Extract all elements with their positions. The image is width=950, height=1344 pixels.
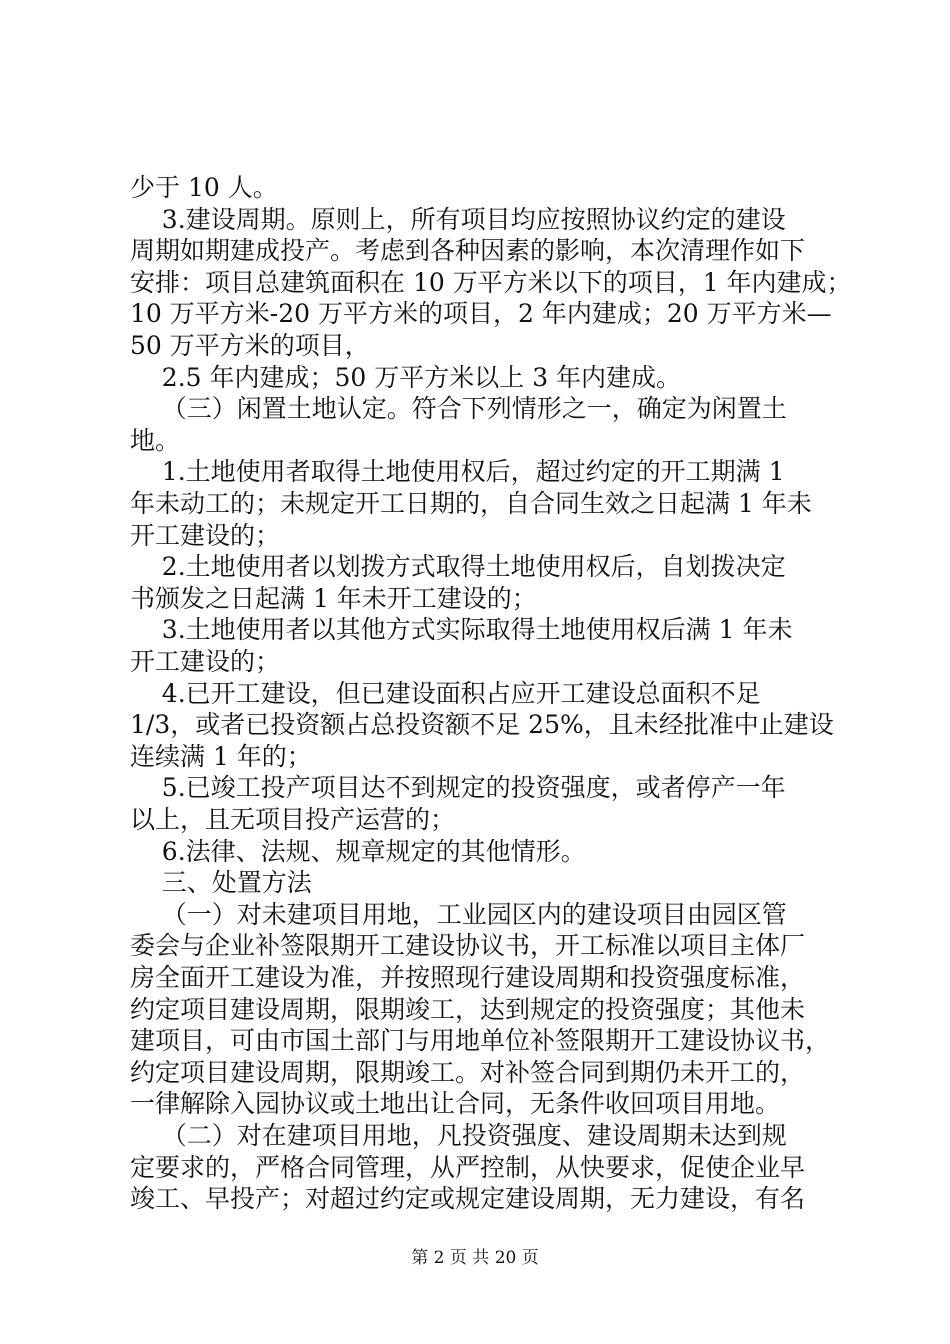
text-line: 安排：项目总建筑面积在 10 万平方米以下的项目，1 年内建成； [130,267,852,297]
text-line: 一律解除入园协议或土地出让合同，无条件收回项目用地。 [130,1089,781,1119]
text-line: 1.土地使用者取得土地使用权后，超过约定的开工期满 1 [130,457,785,487]
text-line: 书颁发之日起满 1 年未开工建设的； [130,583,537,613]
text-line: 建项目，可由市国土部门与用地单位补签限期开工建设协议书， [130,1026,831,1056]
text-line: 2.土地使用者以划拨方式取得土地使用权后，自划拨决定 [130,552,786,582]
text-line: 6.法律、法规、规章规定的其他情形。 [130,836,586,866]
text-line: 少于 10 人。 [130,173,278,202]
text-line: （二）对在建项目用地，凡投资强度、建设周期未达到规 [130,1121,787,1150]
text-line: 连续满 1 年的； [130,741,312,771]
text-line: 5.已竣工投产项目达不到规定的投资强度，或者停产一年 [130,773,786,803]
text-line: 10 万平方米-20 万平方米的项目，2 年内建成；20 万平方米— [130,299,832,329]
text-line: 3.建设周期。原则上，所有项目均应按照协议约定的建设 [130,204,786,234]
text-line: 开工建设的； [130,520,281,550]
text-line: 2.5 年内建成；50 万平方米以上 3 年内建成。 [130,362,682,392]
text-line: 约定项目建设周期，限期竣工。对补签合同到期仍未开工的， [130,1057,806,1087]
text-line: 竣工、早投产；对超过约定或规定建设周期，无力建设，有名 [130,1184,806,1214]
text-line: 三、处置方法 [130,868,312,898]
text-line: 房全面开工建设为准，并按照现行建设周期和投资强度标准， [130,963,806,992]
text-line: 定要求的，严格合同管理，从严控制，从快要求，促使企业早 [130,1152,806,1182]
text-line: 委会与企业补签限期开工建设协议书，开工标准以项目主体厂 [130,931,806,961]
text-line: 年未动工的；未规定开工日期的，自合同生效之日起满 1 年未 [130,489,812,518]
text-line: 1/3，或者已投资额占总投资额不足 25%，且未经批准中止建设 [130,710,834,740]
text-line: 约定项目建设周期，限期竣工，达到规定的投资强度；其他未 [130,994,806,1024]
text-line: （三）闲置土地认定。符合下列情形之一，确定为闲置土 [130,394,787,424]
text-line: 3.土地使用者以其他方式实际取得土地使用权后满 1 年未 [130,615,793,645]
text-line: 以上，且无项目投产运营的； [130,805,456,834]
text-line: 50 万平方米的项目， [130,331,370,360]
page-footer: 第 2 页 共 20 页 [411,1248,539,1268]
text-line: 4.已开工建设，但已建设面积占应开工建设总面积不足 [130,678,761,708]
text-line: 周期如期建成投产。考虑到各种因素的影响，本次清理作如下 [130,236,806,266]
text-line: （一）对未建项目用地，工业园区内的建设项目由园区管 [130,899,787,929]
text-line: 开工建设的； [130,647,281,676]
text-line: 地。 [130,425,181,455]
